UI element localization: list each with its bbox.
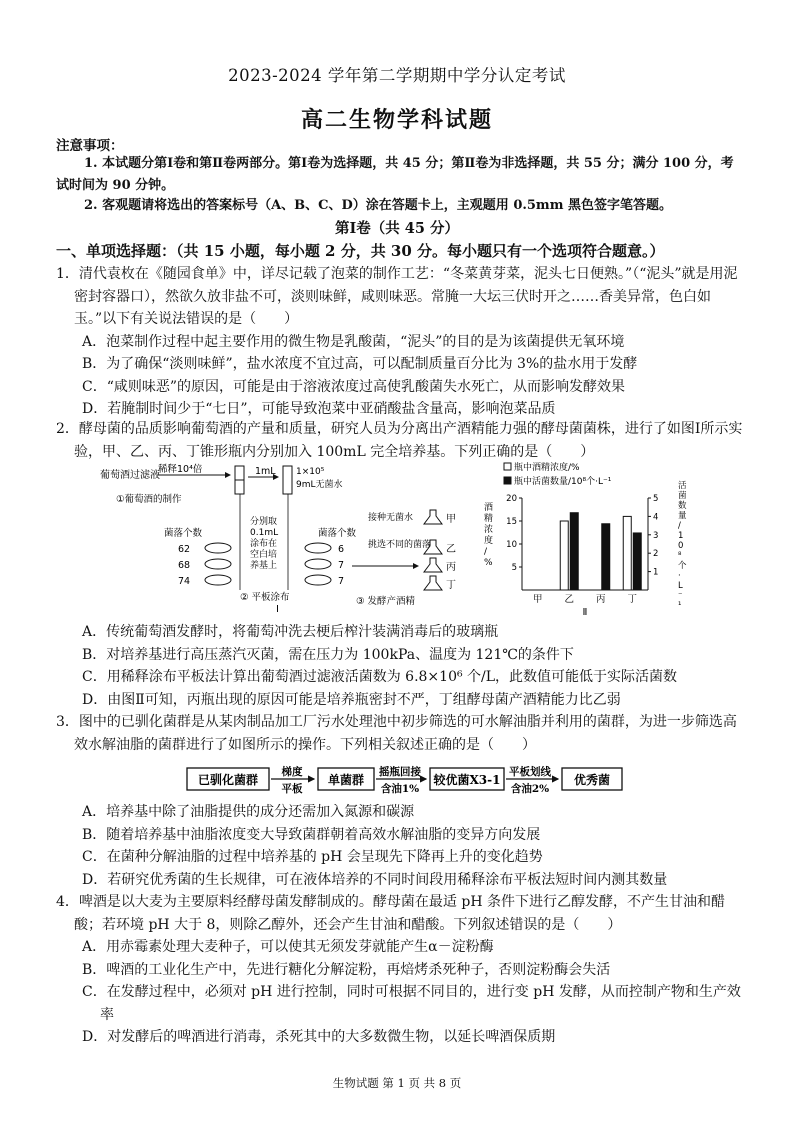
y2-axis-title-char: ⁻ bbox=[678, 591, 683, 601]
flow-box-1-label: 已驯化菌群 bbox=[197, 773, 259, 787]
y-axis-title-char: 浓 bbox=[484, 525, 494, 535]
bar-alcohol bbox=[560, 521, 568, 590]
pick-label: 挑选不同的菌落 bbox=[368, 540, 432, 550]
question-1 bbox=[56, 263, 746, 421]
count-right-2: 7 bbox=[338, 560, 345, 571]
count-heading-right: 菌落个数 bbox=[318, 528, 357, 539]
note-item-2: 2. 客观题请将选出的答案标号（A、B、C、D）涂在答题卡上，主观题用 0.5mm 黑色签字笔答题。 bbox=[84, 198, 672, 213]
bar-live-count bbox=[570, 513, 578, 590]
y2-tick-label: 3 bbox=[653, 530, 659, 541]
question-stem: 1．清代袁枚在《随园食单》中，详尽记载了泡菜的制作工艺：“冬菜黄芽菜，泥头七日便熟。”（“泥头”就是用泥密封容器口），然欲久放非盐不可，淡则味鲜，咸则味恶。常腌一大坛三伏时开之……香美异常，色白如玉。”以下有关说法错误的是（ ） bbox=[56, 266, 738, 327]
spread-line-1: 分别取 bbox=[250, 517, 278, 527]
y2-axis-title-char: ⁸ bbox=[678, 551, 682, 561]
question-stem: 4．啤酒是以大麦为主要原料经酵母菌发酵制成的。酵母菌在最适 pH 条件下进行乙醇发酵，不产生甘油和醋酸；若环境 pH 大于 8，则除乙醇外，还会产生甘油和醋酸。下列叙述错误的是（ ） bbox=[56, 894, 725, 933]
inoculate-label: 接种无菌水 bbox=[368, 513, 414, 523]
y-axis-title-char: 精 bbox=[484, 514, 494, 524]
option-d: D．若研究优秀菌的生长规律，可在液体培养的不同时间段用稀释涂布平板法短时间内测其数量 bbox=[82, 871, 668, 888]
x-tick-label: 甲 bbox=[532, 594, 543, 605]
option-d: D．由图Ⅱ可知，丙瓶出现的原因可能是培养瓶密封不严，丁组酵母菌产酒精能力比乙弱 bbox=[82, 691, 621, 708]
section-title: 一、单项选择题：（共 15 小题，每小题 2 分，共 30 分。每小题只有一个选项符合题意。） bbox=[56, 242, 665, 260]
question-stem: 3．图中的已驯化菌群是从某肉制品加工厂污水处理池中初步筛选的可水解油脂并利用的菌群，为进一步筛选高效水解油脂的菌群进行了如图所示的操作。下列相关叙述正确的是（ ） bbox=[56, 714, 737, 753]
bar-alcohol bbox=[623, 516, 631, 590]
dilute-label: 稀释10⁴倍 bbox=[158, 464, 203, 475]
legend-swatch-alcohol bbox=[504, 463, 511, 470]
question-stem: 2．酵母菌的品质影响葡萄酒的产量和质量，研究人员为分离出产酒精能力强的酵母菌菌株，进行了如图Ⅰ所示实验，甲、乙、丙、丁锥形瓶内分别加入 100mL 完全培养基。下列正确的是（ ） bbox=[56, 421, 743, 460]
y-tick-label: 5 bbox=[511, 563, 517, 573]
option-c: C．在发酵过程中，必须对 pH 进行控制，同时可根据不同目的，进行变 pH 发酵，从而控制产物和生产效率 bbox=[82, 984, 741, 1023]
y2-tick-label: 4 bbox=[653, 512, 659, 523]
part-title: 第Ⅰ卷（共 45 分） bbox=[334, 220, 460, 237]
count-heading-left: 菌落个数 bbox=[164, 528, 203, 539]
legend-alcohol: 瓶中酒精浓度/% bbox=[514, 463, 580, 473]
y2-axis-title-char: 量 bbox=[678, 511, 687, 521]
option-d: D．对发酵后的啤酒进行消毒，杀死其中的大多数微生物，以延长啤酒保质期 bbox=[82, 1029, 556, 1045]
option-c: C．“咸则味恶”的原因，可能是由于溶液浓度过高使乳酸菌失水死亡，从而影响发酵效果 bbox=[82, 378, 626, 395]
count-left-1: 62 bbox=[178, 544, 191, 555]
subject-title: 高二生物学科试题 bbox=[300, 107, 493, 133]
y-axis-title-char: 酒 bbox=[484, 503, 494, 513]
y-tick-label: 10 bbox=[506, 540, 517, 550]
figure-2-numeral: Ⅱ bbox=[582, 607, 588, 618]
legend-live-count: 瓶中活菌数量/10⁸个·L⁻¹ bbox=[514, 477, 612, 487]
count-right-1: 6 bbox=[338, 544, 345, 555]
flask-jia: 甲 bbox=[446, 514, 456, 525]
figure-2-chart bbox=[478, 458, 693, 618]
flow-box-4-label: 优秀菌 bbox=[573, 773, 611, 787]
tube-concentration: 1×10⁵ bbox=[296, 467, 325, 477]
option-b: B．对培养基进行高压蒸汽灭菌，需在压力为 100kPa、温度为 121℃的条件下 bbox=[82, 646, 574, 663]
flow-arrow-3-bottom: 含油2% bbox=[510, 783, 550, 795]
option-c: C．在菌种分解油脂的过程中培养基的 pH 会呈现先下降再上升的变化趋势 bbox=[82, 849, 543, 865]
option-c: C．用稀释涂布平板法计算出葡萄酒过滤液活菌数为 6.8×10⁶ 个/L，此数值可能低于实际活菌数 bbox=[82, 669, 678, 685]
y-axis-title-char: 度 bbox=[484, 536, 494, 546]
page-footer: 生物试题 第 1 页 共 8 页 bbox=[332, 1076, 462, 1090]
y2-axis-title-char: 1 bbox=[678, 531, 684, 541]
flask-ding: 丁 bbox=[446, 580, 456, 591]
option-b: B．啤酒的工业化生产中，先进行糖化分解淀粉，再焙烤杀死种子，否则淀粉酶会失活 bbox=[82, 961, 611, 978]
y2-axis-title-char: ¹ bbox=[678, 601, 682, 611]
figure-1-numeral: Ⅰ bbox=[276, 604, 279, 614]
flow-arrow-3-top: 平板划线 bbox=[509, 766, 551, 778]
legend-swatch-live-count bbox=[504, 477, 511, 484]
y-tick-label: 20 bbox=[506, 494, 517, 504]
option-a: A．用赤霉素处理大麦种子，可以使其无须发芽就能产生α－淀粉酶 bbox=[82, 939, 494, 955]
flow-box-2-label: 单菌群 bbox=[327, 773, 365, 787]
question-3 bbox=[56, 711, 746, 756]
screening-flowchart bbox=[186, 762, 626, 796]
x-tick-label: 乙 bbox=[564, 594, 575, 605]
x-tick-label: 丙 bbox=[595, 594, 606, 605]
option-a: A．培养基中除了油脂提供的成分还需加入氮源和碳源 bbox=[82, 804, 415, 820]
y2-tick-label: 5 bbox=[653, 494, 659, 504]
count-left-2: 68 bbox=[178, 560, 191, 571]
y2-axis-title-char: 菌 bbox=[678, 491, 687, 501]
question-2 bbox=[56, 418, 746, 463]
y-axis-title-char: % bbox=[484, 558, 493, 568]
spread-line-4: 空白培 bbox=[250, 550, 278, 560]
bar-live-count bbox=[633, 533, 641, 590]
option-b: B．为了确保“淡则味鲜”，盐水浓度不宜过高，可以配制质量百分比为 3%的盐水用于发酵 bbox=[82, 356, 638, 372]
y2-axis-title-char: L bbox=[678, 581, 683, 591]
option-a: A．传统葡萄酒发酵时，将葡萄冲洗去梗后榨汁装满消毒后的玻璃瓶 bbox=[82, 624, 499, 640]
y2-axis-title-char: 个 bbox=[678, 561, 687, 571]
y-tick-label: 15 bbox=[506, 517, 517, 527]
y-axis-title-char: / bbox=[484, 547, 488, 557]
flow-arrow-2-bottom: 含油1% bbox=[380, 783, 420, 795]
flow-arrow-1-top: 梯度 bbox=[281, 766, 303, 778]
bar-live-count bbox=[602, 524, 610, 590]
count-left-3: 74 bbox=[178, 576, 191, 587]
step-3-label: ③ 发酵产酒精 bbox=[356, 596, 416, 607]
option-a: A．泡菜制作过程中起主要作用的微生物是乳酸菌，“泥头”的目的是为该菌提供无氧环境 bbox=[82, 333, 625, 350]
spread-line-5: 养基上 bbox=[250, 561, 278, 571]
water-label: 9mL无菌水 bbox=[296, 480, 343, 490]
step-2-label: ② 平板涂布 bbox=[240, 592, 290, 603]
option-b: B．随着培养基中油脂浓度变大导致菌群朝着高效水解油脂的变异方向发展 bbox=[82, 826, 541, 843]
option-d: D．若腌制时间少于“七日”，可能导致泡菜中亚硝酸盐含量高，影响泡菜品质 bbox=[82, 401, 556, 417]
y2-axis-title-char: 0 bbox=[678, 541, 684, 551]
notes-heading: 注意事项： bbox=[56, 138, 124, 154]
flow-arrow-2-top: 摇瓶回接 bbox=[379, 766, 421, 778]
note-item-1: 1. 本试题分第Ⅰ卷和第Ⅱ卷两部分。第Ⅰ卷为选择题，共 45 分；第Ⅱ卷为非选择题，共 55 分；满分 100 分，考试时间为 90 分钟。 bbox=[56, 156, 734, 193]
step-1-label: ①葡萄酒的制作 bbox=[116, 494, 182, 505]
y2-tick-label: 2 bbox=[653, 549, 659, 560]
tube-right bbox=[283, 466, 292, 494]
y2-axis-title-char: 数 bbox=[678, 501, 687, 511]
y2-axis-title-char: · bbox=[678, 571, 681, 581]
question-2-options bbox=[56, 621, 746, 711]
x-tick-label: 丁 bbox=[627, 594, 638, 605]
flow-arrow-1-bottom: 平板 bbox=[281, 783, 303, 795]
y2-axis-title-char: / bbox=[678, 521, 681, 531]
exam-title: 2023-2024 学年第二学期期中学分认定考试 bbox=[228, 66, 566, 85]
flask-bing: 丙 bbox=[446, 562, 456, 573]
flask-yi: 乙 bbox=[446, 544, 456, 555]
question-4 bbox=[56, 891, 746, 1049]
flow-box-3-label: 较优菌X3-1 bbox=[433, 773, 501, 787]
one-ml-label: 1mL bbox=[255, 466, 276, 477]
question-3-options bbox=[56, 801, 746, 891]
y2-axis-title-char: 活 bbox=[678, 481, 687, 491]
count-right-3: 7 bbox=[338, 576, 345, 587]
y2-tick-label: 1 bbox=[653, 567, 659, 578]
spread-line-2: 0.1mL bbox=[250, 528, 279, 538]
filtrate-label: 葡萄酒过滤液 bbox=[100, 470, 160, 481]
spread-line-3: 涂布在 bbox=[250, 539, 278, 549]
figure-1-diagram bbox=[100, 462, 475, 614]
